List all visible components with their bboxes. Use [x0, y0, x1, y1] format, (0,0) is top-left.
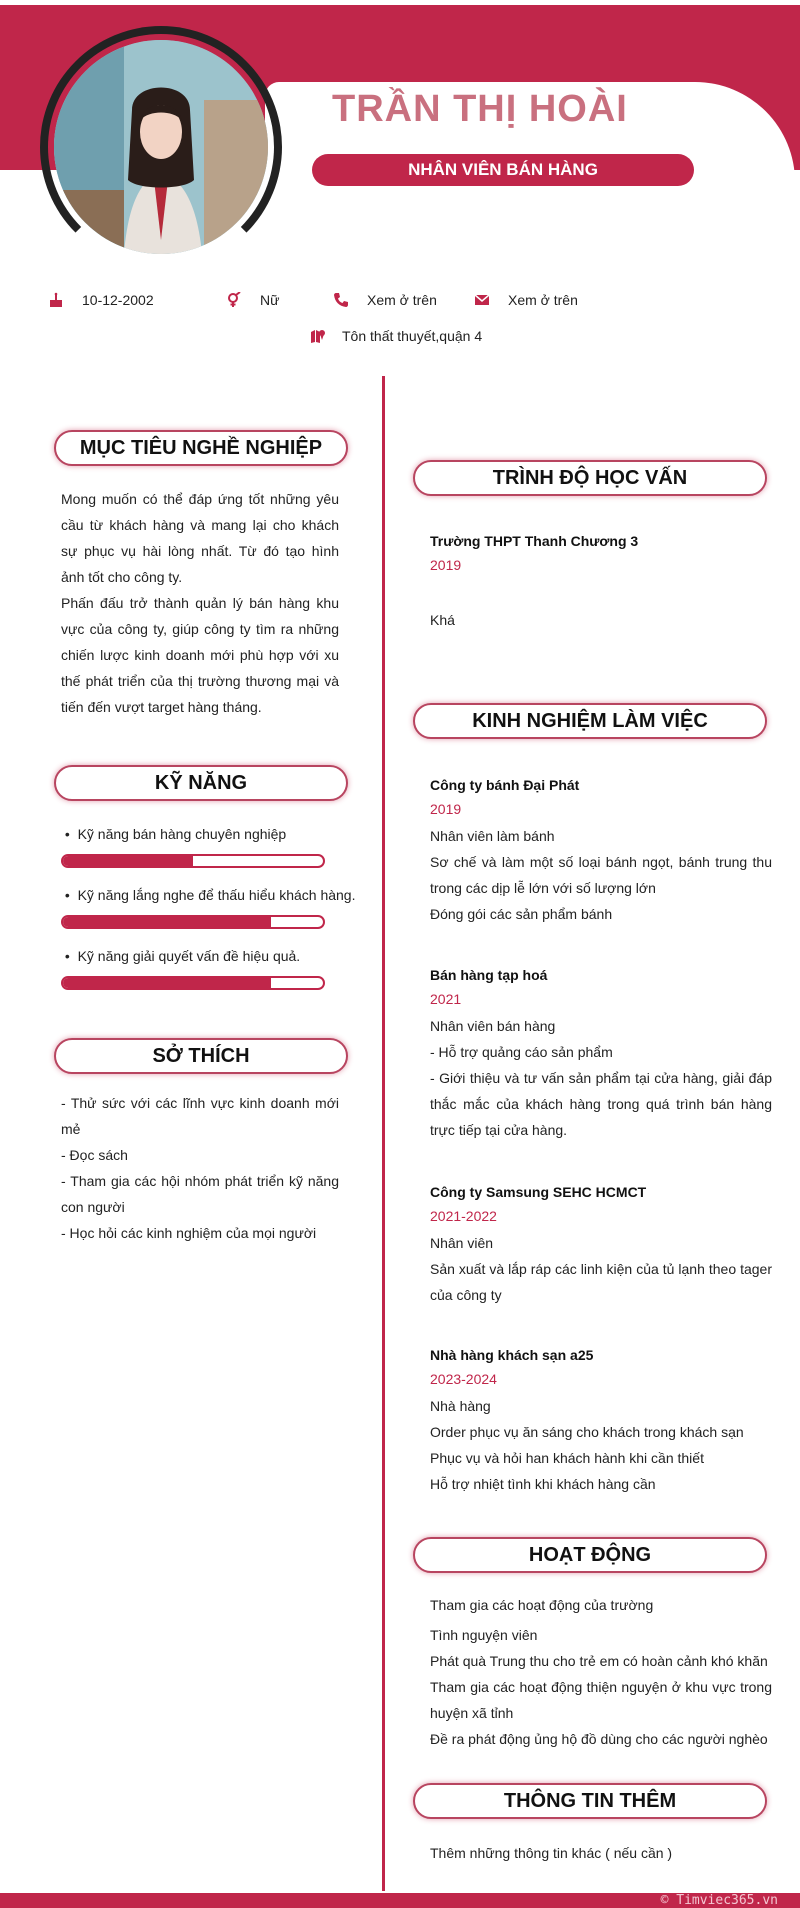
experience-company: Công ty Samsung SEHC HCMCT: [430, 1184, 647, 1200]
section-title-hobbies: SỞ THÍCH: [54, 1038, 348, 1074]
experience-entry: [430, 1347, 772, 1497]
experience-entry: [430, 777, 772, 927]
experience-line: Order phục vụ ăn sáng cho khách trong khách sạn: [430, 1424, 744, 1440]
address-info: [310, 328, 482, 344]
section-title-experience: KINH NGHIỆM LÀM VIỆC: [413, 703, 767, 739]
job-title-badge: NHÂN VIÊN BÁN HÀNG: [312, 154, 694, 186]
birthday-info: [48, 292, 154, 308]
experience-year: 2021: [430, 991, 462, 1007]
experience-line: Sản xuất và lắp ráp các linh kiện của tủ lạnh theo tager của công ty: [430, 1261, 772, 1303]
experience-company: Công ty bánh Đại Phát: [430, 777, 580, 793]
hobby-item: - Thử sức với các lĩnh vực kinh doanh mới mẻ: [61, 1095, 339, 1137]
experience-line: Nhân viên bán hàng: [430, 1018, 556, 1034]
column-divider: [382, 376, 385, 1891]
experience-line: Nhà hàng: [430, 1398, 491, 1414]
skill-bar: [61, 976, 325, 990]
activity-item: Đề ra phát động ủng hộ đồ dùng cho các người nghèo: [430, 1731, 768, 1747]
skill-bar: [61, 854, 325, 868]
skill-label: • Kỹ năng bán hàng chuyên nghiệp: [61, 826, 287, 842]
education-entry: [430, 533, 770, 633]
experience-details: [430, 823, 772, 927]
objective-paragraph-1: Mong muốn có thể đáp ứng tốt những yêu cầu từ khách hàng và mang lại cho khách sự phục vụ hài lòng nhất. Từ đó tạo hình ảnh tốt cho công ty.: [61, 491, 339, 585]
experience-line: Nhân viên: [430, 1235, 494, 1251]
phone-value: Xem ở trên: [367, 292, 437, 308]
experience-details: [430, 1230, 772, 1308]
skill-bar-fill: [63, 856, 193, 866]
hobby-item: - Đọc sách: [61, 1147, 128, 1163]
address-value: Tôn thất thuyết,quận 4: [342, 328, 483, 344]
gender-info: [226, 292, 279, 308]
activity-item: Tình nguyện viên: [430, 1627, 538, 1643]
email-info: [474, 292, 578, 308]
skills-list: [61, 826, 361, 1009]
experience-details: [430, 1393, 772, 1497]
skill-item: [61, 826, 361, 887]
activity-item: Phát quà Trung thu cho trẻ em có hoàn cảnh khó khăn: [430, 1653, 768, 1669]
experience-line: Hỗ trợ nhiệt tình khi khách hàng cần: [430, 1476, 656, 1492]
skill-item: [61, 948, 361, 1009]
header-notch: [752, 170, 800, 290]
skill-label: • Kỹ năng giải quyết vấn đề hiệu quả.: [61, 948, 301, 964]
experience-line: - Giới thiệu và tư vấn sản phẩm tại cửa hàng, giải đáp thắc mắc của khách hàng trong quá trình bán hàng trực tiếp tại cửa hàng.: [430, 1070, 772, 1138]
experience-company: Nhà hàng khách sạn a25: [430, 1347, 594, 1363]
experience-line: Sơ chế và làm một số loại bánh ngọt, bánh trung thu trong các dịp lễ lớn với số lượng lớn: [430, 854, 772, 896]
objective-paragraph-2: Phấn đấu trở thành quản lý bán hàng khu vực của công ty, giúp công ty tìm ra những chiến lược kinh doanh mới phù hợp với xu thế phát triển của thị trường thương mại và tiến đến vượt target hàng tháng.: [61, 595, 339, 715]
activity-item: Tham gia các hoạt động thiện nguyện ở khu vực trong huyện xã tỉnh: [430, 1679, 772, 1721]
education-year: 2019: [430, 557, 462, 573]
experience-year: 2023-2024: [430, 1371, 497, 1387]
experience-details: [430, 1013, 772, 1143]
objective-text: [61, 486, 339, 720]
skill-item: [61, 887, 361, 948]
activities-intro: Tham gia các hoạt động của trường: [430, 1597, 654, 1613]
hobby-item: - Tham gia các hội nhóm phát triển kỹ năng con người: [61, 1173, 339, 1215]
map-pin-icon: [310, 328, 326, 344]
experience-year: 2019: [430, 801, 462, 817]
activities-list: [430, 1592, 772, 1752]
section-title-activities: HOẠT ĐỘNG: [413, 1537, 767, 1573]
skill-label: • Kỹ năng lắng nghe để thấu hiểu khách hàng.: [61, 887, 356, 903]
mail-icon: [474, 292, 490, 308]
hobbies-list: [61, 1090, 339, 1246]
gender-icon: [226, 292, 242, 308]
experience-company: Bán hàng tạp hoá: [430, 967, 548, 983]
experience-line: Nhân viên làm bánh: [430, 828, 555, 844]
section-title-objective: MỤC TIÊU NGHỀ NGHIỆP: [54, 430, 348, 466]
section-title-extra: THÔNG TIN THÊM: [413, 1783, 767, 1819]
watermark: © Timviec365.vn: [660, 1893, 778, 1908]
phone-icon: [333, 292, 349, 308]
birthday-value: 10-12-2002: [82, 292, 154, 308]
candidate-name: TRẦN THỊ HOÀI: [332, 88, 628, 130]
skill-bar-fill: [63, 978, 271, 988]
birthday-cake-icon: [48, 292, 64, 308]
profile-photo-ring: [40, 26, 282, 268]
section-title-education: TRÌNH ĐỘ HỌC VẤN: [413, 460, 767, 496]
experience-entry: [430, 1184, 772, 1308]
gender-value: Nữ: [260, 292, 280, 308]
email-value: Xem ở trên: [508, 292, 578, 308]
extra-info-text: Thêm những thông tin khác ( nếu cần ): [430, 1845, 673, 1861]
education-school: Trường THPT Thanh Chương 3: [430, 533, 639, 549]
experience-line: Phục vụ và hỏi han khách hành khi cần thiết: [430, 1450, 704, 1466]
education-grade: Khá: [430, 612, 455, 628]
skill-bar-fill: [63, 917, 271, 927]
skill-bar: [61, 915, 325, 929]
phone-info: [333, 292, 437, 308]
experience-entry: [430, 967, 772, 1143]
section-title-skills: KỸ NĂNG: [54, 765, 348, 801]
experience-line: - Hỗ trợ quảng cáo sản phẩm: [430, 1044, 613, 1060]
experience-year: 2021-2022: [430, 1208, 497, 1224]
hobby-item: - Học hỏi các kinh nghiệm của mọi người: [61, 1225, 317, 1241]
experience-line: Đóng gói các sản phẩm bánh: [430, 906, 613, 922]
